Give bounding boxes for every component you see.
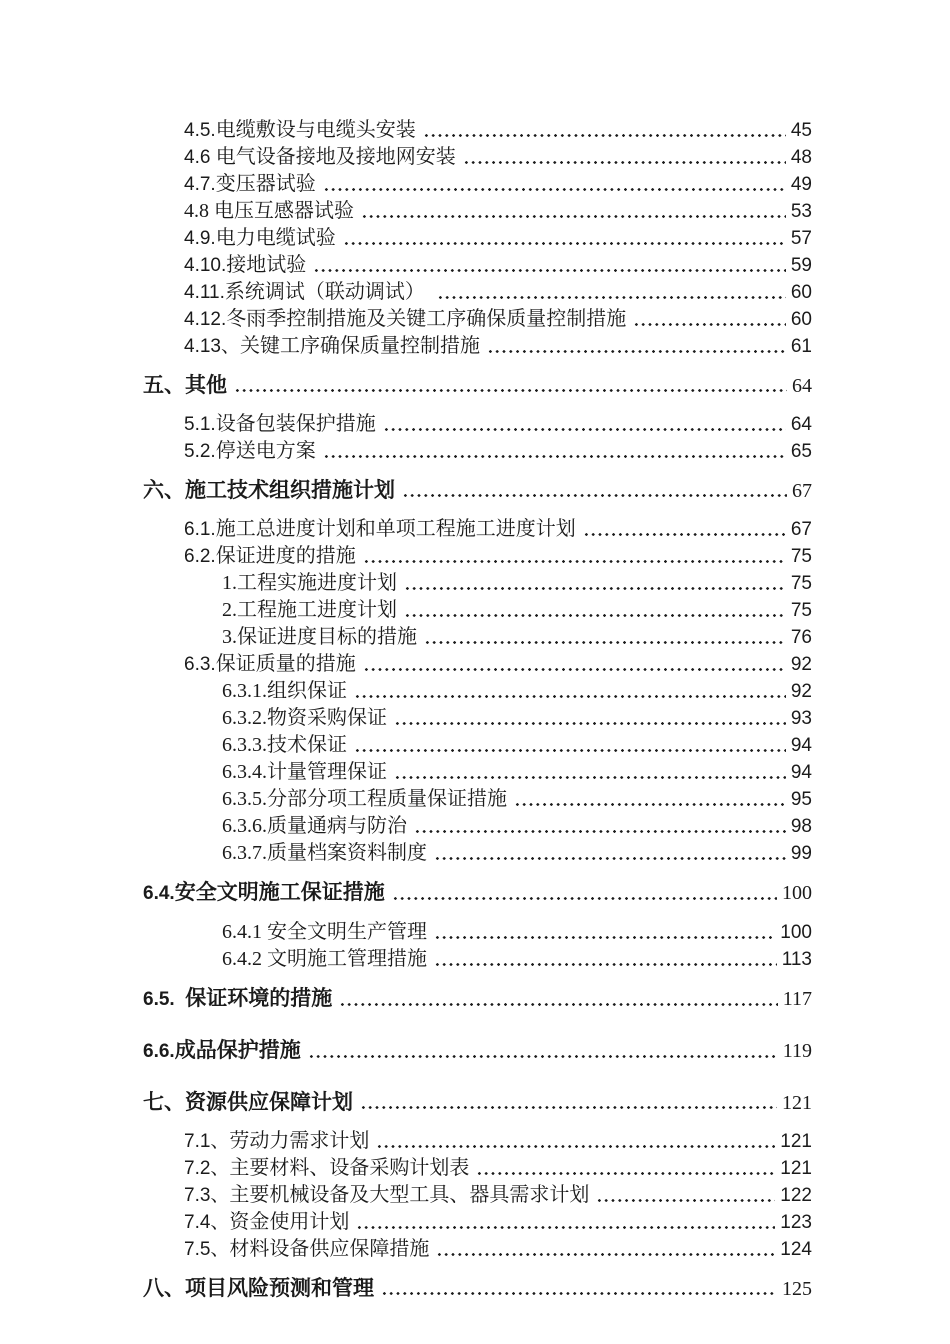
dot-leader — [434, 856, 786, 861]
dot-leader — [583, 532, 786, 537]
toc-entry[interactable] — [143, 840, 812, 867]
dot-leader — [414, 829, 786, 834]
toc-entry[interactable] — [143, 198, 812, 225]
entry-number: 6.2. — [184, 546, 216, 567]
entry-title: 关键工序确保质量控制措施 — [239, 335, 480, 357]
entry-title: 电力电缆试验 — [215, 227, 336, 249]
toc-heading[interactable] — [143, 1025, 812, 1077]
entry-title: 安全文明生产管理 — [267, 921, 427, 943]
toc-entry[interactable] — [143, 1209, 812, 1236]
dot-leader — [404, 613, 786, 618]
entry-number: 3. — [222, 626, 237, 648]
dot-leader — [313, 268, 786, 273]
entry-title: 施工技术组织措施计划 — [185, 478, 395, 502]
dot-leader — [394, 721, 786, 726]
entry-number: 6.3.5. — [222, 788, 267, 810]
entry-title: 安全文明施工保证措施 — [174, 880, 385, 904]
entry-title: 停送电方案 — [215, 440, 316, 462]
entry-page-number: 121 — [782, 1092, 812, 1114]
entry-page-number: 45 — [790, 120, 812, 141]
toc-entry[interactable] — [143, 597, 812, 624]
entry-number: 5.1. — [184, 414, 216, 435]
entry-title: 劳动力需求计划 — [229, 1130, 370, 1152]
toc-entry[interactable] — [143, 252, 812, 279]
entry-page-number: 61 — [790, 336, 812, 357]
entry-page-number: 122 — [780, 1185, 812, 1206]
entry-number: 7.3、 — [184, 1185, 230, 1206]
entry-number: 五、 — [143, 373, 185, 397]
entry-page-number: 59 — [790, 255, 812, 276]
dot-leader — [404, 586, 786, 591]
dot-leader — [308, 1054, 778, 1059]
entry-page-number: 67 — [790, 519, 812, 540]
entry-number: 4.6 — [184, 147, 216, 168]
dot-leader — [424, 640, 786, 645]
dot-leader — [436, 1252, 775, 1257]
dot-leader — [339, 1002, 778, 1007]
entry-number: 6.6. — [143, 1041, 175, 1062]
toc-heading[interactable] — [143, 1263, 812, 1314]
entry-title: 工程施工进度计划 — [237, 599, 397, 621]
toc-heading[interactable] — [143, 867, 812, 919]
entry-page-number: 100 — [780, 922, 812, 943]
dot-leader — [434, 935, 775, 940]
entry-page-number: 93 — [790, 708, 812, 729]
toc-heading[interactable] — [143, 360, 812, 411]
entry-title: 施工总进度计划和单项工程施工进度计划 — [215, 518, 576, 540]
entry-number: 七、 — [143, 1090, 185, 1114]
toc-entry[interactable] — [143, 1128, 812, 1155]
entry-title: 冬雨季控制措施及关键工序确保质量控制措施 — [226, 308, 627, 330]
entry-title: 质量通病与防治 — [267, 815, 407, 837]
entry-page-number: 94 — [790, 762, 812, 783]
entry-page-number: 60 — [790, 309, 812, 330]
dot-leader — [476, 1171, 775, 1176]
entry-title: 电气设备接地及接地网安装 — [215, 146, 456, 168]
entry-number: 7.5、 — [184, 1239, 230, 1260]
dot-leader — [343, 241, 786, 246]
entry-number: 6.3.4. — [222, 761, 267, 783]
toc-entry[interactable] — [143, 438, 812, 465]
entry-page-number: 75 — [790, 600, 812, 621]
entry-page-number: 64 — [790, 414, 812, 435]
entry-title: 保证环境的措施 — [179, 986, 333, 1010]
entry-number: 4.7. — [184, 174, 216, 195]
entry-page-number: 113 — [781, 949, 812, 970]
toc-entry[interactable] — [143, 786, 812, 813]
table-of-contents — [143, 117, 812, 1314]
toc-entry[interactable] — [143, 225, 812, 252]
dot-leader — [363, 667, 786, 672]
entry-page-number: 60 — [790, 282, 812, 303]
entry-page-number: 121 — [780, 1131, 812, 1152]
entry-page-number: 49 — [790, 174, 812, 195]
entry-number: 4.10. — [184, 255, 227, 276]
entry-number: 6.3.3. — [222, 734, 267, 756]
toc-entry[interactable] — [143, 1182, 812, 1209]
toc-entry[interactable] — [143, 919, 812, 946]
dot-leader — [381, 1291, 777, 1296]
entry-number: 7.4、 — [184, 1212, 230, 1233]
entry-title: 设备包装保护措施 — [215, 413, 376, 435]
entry-number: 6.4.2 — [222, 948, 267, 970]
entry-title: 保证进度目标的措施 — [237, 626, 417, 648]
entry-number: 6.4. — [143, 883, 175, 904]
dot-leader — [354, 748, 786, 753]
entry-number: 1. — [222, 572, 237, 594]
entry-number: 6.3.1. — [222, 680, 267, 702]
entry-page-number: 57 — [790, 228, 812, 249]
entry-title: 资金使用计划 — [229, 1211, 350, 1233]
dot-leader — [361, 214, 786, 219]
entry-title: 分部分项工程质量保证措施 — [267, 788, 507, 810]
dot-leader — [463, 160, 786, 165]
entry-number: 4.9. — [184, 228, 216, 249]
entry-number: 7.2、 — [184, 1158, 230, 1179]
entry-title: 材料设备供应保障措施 — [229, 1238, 430, 1260]
entry-number: 六、 — [143, 478, 185, 502]
entry-number: 4.11. — [184, 282, 225, 303]
entry-title: 保证进度的措施 — [215, 545, 356, 567]
entry-title: 主要机械设备及大型工具、器具需求计划 — [229, 1184, 590, 1206]
entry-number: 5.2. — [184, 441, 216, 462]
toc-entry[interactable] — [143, 543, 812, 570]
entry-page-number: 98 — [790, 816, 812, 837]
dot-leader — [363, 559, 786, 564]
entry-number: 6.1. — [184, 519, 216, 540]
entry-page-number: 119 — [782, 1040, 812, 1062]
entry-title: 电缆敷设与电缆头安装 — [215, 119, 416, 141]
entry-title: 项目风险预测和管理 — [185, 1276, 374, 1300]
entry-page-number: 48 — [790, 147, 812, 168]
entry-page-number: 117 — [782, 988, 812, 1010]
dot-leader — [437, 295, 786, 300]
entry-page-number: 75 — [790, 546, 812, 567]
entry-number: 6.3. — [184, 654, 216, 675]
dot-leader — [402, 493, 787, 498]
entry-number: 4.8 — [184, 200, 214, 222]
entry-number: 6.3.7. — [222, 842, 267, 864]
entry-page-number: 64 — [792, 375, 812, 397]
toc-entry[interactable] — [143, 306, 812, 333]
entry-title: 工程实施进度计划 — [237, 572, 397, 594]
entry-page-number: 100 — [782, 882, 812, 904]
toc-entry[interactable] — [143, 171, 812, 198]
toc-entry[interactable] — [143, 759, 812, 786]
entry-title: 技术保证 — [267, 734, 347, 756]
toc-entry[interactable] — [143, 117, 812, 144]
dot-leader — [323, 187, 786, 192]
entry-title: 接地试验 — [226, 254, 307, 276]
dot-leader — [354, 694, 786, 699]
toc-entry[interactable] — [143, 279, 812, 306]
entry-page-number: 76 — [790, 627, 812, 648]
entry-number: 6.4.1 — [222, 921, 267, 943]
entry-page-number: 124 — [780, 1239, 812, 1260]
toc-entry[interactable] — [143, 946, 812, 973]
toc-entry[interactable] — [143, 411, 812, 438]
entry-page-number: 121 — [780, 1158, 812, 1179]
entry-number: 7.1、 — [184, 1131, 230, 1152]
toc-entry[interactable] — [143, 651, 812, 678]
dot-leader — [394, 775, 786, 780]
dot-leader — [234, 388, 787, 393]
dot-leader — [356, 1225, 775, 1230]
entry-page-number: 123 — [780, 1212, 812, 1233]
dot-leader — [360, 1105, 777, 1110]
toc-heading[interactable] — [143, 973, 812, 1025]
entry-page-number: 53 — [790, 201, 812, 222]
entry-title: 质量档案资料制度 — [267, 842, 427, 864]
dot-leader — [514, 802, 786, 807]
entry-title: 变压器试验 — [215, 173, 316, 195]
entry-number: 4.13、 — [184, 336, 240, 357]
entry-number: 4.5. — [184, 120, 216, 141]
dot-leader — [423, 133, 786, 138]
entry-title: 组织保证 — [267, 680, 347, 702]
entry-number: 2. — [222, 599, 237, 621]
entry-title: 文明施工管理措施 — [267, 948, 427, 970]
dot-leader — [383, 427, 786, 432]
entry-page-number: 75 — [790, 573, 812, 594]
entry-page-number: 92 — [790, 654, 812, 675]
toc-entry[interactable] — [143, 1155, 812, 1182]
toc-entry[interactable] — [143, 516, 812, 543]
entry-page-number: 92 — [790, 681, 812, 702]
entry-page-number: 65 — [790, 441, 812, 462]
dot-leader — [323, 454, 786, 459]
toc-entry[interactable] — [143, 570, 812, 597]
toc-entry[interactable] — [143, 732, 812, 759]
entry-page-number: 99 — [790, 843, 812, 864]
entry-title: 物资采购保证 — [267, 707, 387, 729]
toc-heading[interactable] — [143, 1077, 812, 1128]
entry-number: 6.5. — [143, 989, 180, 1010]
dot-leader — [392, 896, 777, 901]
dot-leader — [633, 322, 786, 327]
toc-entry[interactable] — [143, 705, 812, 732]
toc-entry[interactable] — [143, 624, 812, 651]
dot-leader — [376, 1144, 775, 1149]
dot-leader — [487, 349, 786, 354]
toc-entry[interactable] — [143, 678, 812, 705]
entry-number: 6.3.2. — [222, 707, 267, 729]
entry-title: 资源供应保障计划 — [185, 1090, 353, 1114]
dot-leader — [596, 1198, 775, 1203]
entry-title: 电压互感器试验 — [214, 200, 354, 222]
entry-title: 成品保护措施 — [174, 1038, 301, 1062]
entry-page-number: 94 — [790, 735, 812, 756]
dot-leader — [434, 962, 777, 967]
entry-title: 保证质量的措施 — [215, 653, 356, 675]
toc-entry[interactable] — [143, 144, 812, 171]
entry-page-number: 125 — [782, 1278, 812, 1300]
entry-page-number: 67 — [792, 480, 812, 502]
entry-title: 系统调试（联动调试） — [224, 281, 430, 303]
toc-entry[interactable] — [143, 1236, 812, 1263]
entry-number: 4.12. — [184, 309, 227, 330]
entry-title: 计量管理保证 — [267, 761, 387, 783]
toc-entry[interactable] — [143, 813, 812, 840]
entry-title: 主要材料、设备采购计划表 — [229, 1157, 470, 1179]
toc-heading[interactable] — [143, 465, 812, 516]
entry-number: 八、 — [143, 1276, 185, 1300]
entry-title: 其他 — [185, 373, 227, 397]
toc-entry[interactable] — [143, 333, 812, 360]
entry-page-number: 95 — [790, 789, 812, 810]
entry-number: 6.3.6. — [222, 815, 267, 837]
